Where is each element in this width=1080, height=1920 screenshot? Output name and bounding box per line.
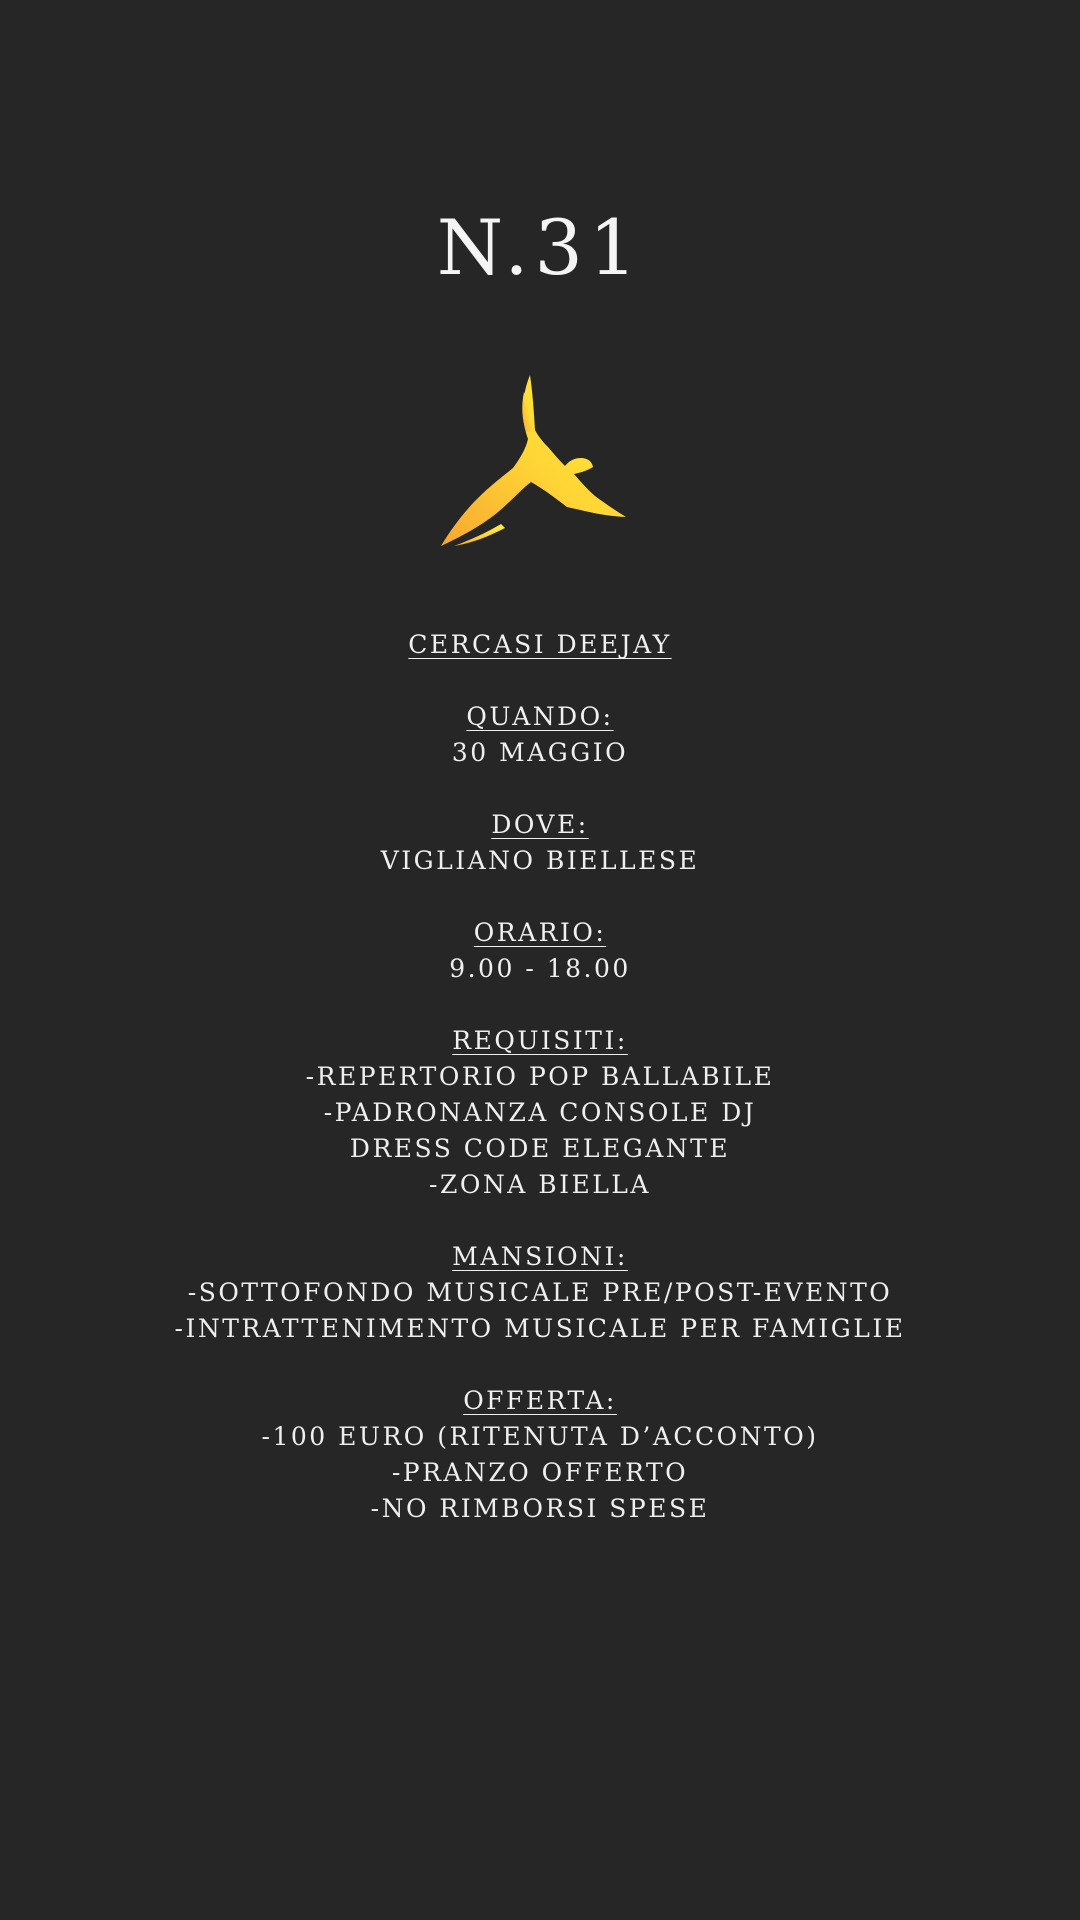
when-value: 30 MAGGIO [451,738,629,767]
duty-item: -INTRATTENIMENTO MUSICALE PER FAMIGLIE [174,1314,906,1343]
duties-section [0,1239,1080,1347]
when-label: QUANDO: [466,702,614,731]
hours-label: ORARIO: [473,918,607,947]
offer-item: -NO RIMBORSI SPESE [370,1494,710,1523]
offer-section [0,1383,1080,1527]
requirement-item: -REPERTORIO POP BALLABILE [305,1062,775,1091]
offer-label: OFFERTA: [463,1386,617,1415]
offer-item: -PRANZO OFFERTO [391,1458,689,1487]
when-section [0,699,1080,771]
duty-item: -SOTTOFONDO MUSICALE PRE/POST-EVENTO [187,1278,893,1307]
offer-item: -100 EURO (RITENUTA D’ACCONTO) [261,1422,819,1451]
requirement-item: -ZONA BIELLA [429,1170,651,1199]
requirement-item: DRESS CODE ELEGANTE [349,1134,731,1163]
where-section [0,807,1080,879]
requirement-item: -PADRONANZA CONSOLE DJ [323,1098,757,1127]
hours-value: 9.00 - 18.00 [449,954,631,983]
where-label: DOVE: [491,810,589,839]
requirements-section [0,1023,1080,1203]
page-title: N.31 [436,203,644,292]
where-value: VIGLIANO BIELLESE [380,846,700,875]
job-post-content [0,627,1080,1527]
parrot-logo-icon [435,372,645,547]
duties-label: MANSIONI: [452,1242,628,1271]
headline-section [0,627,1080,663]
hours-section [0,915,1080,987]
headline: CERCASI DEEJAY [408,630,672,659]
requirements-label: REQUISITI: [452,1026,628,1055]
